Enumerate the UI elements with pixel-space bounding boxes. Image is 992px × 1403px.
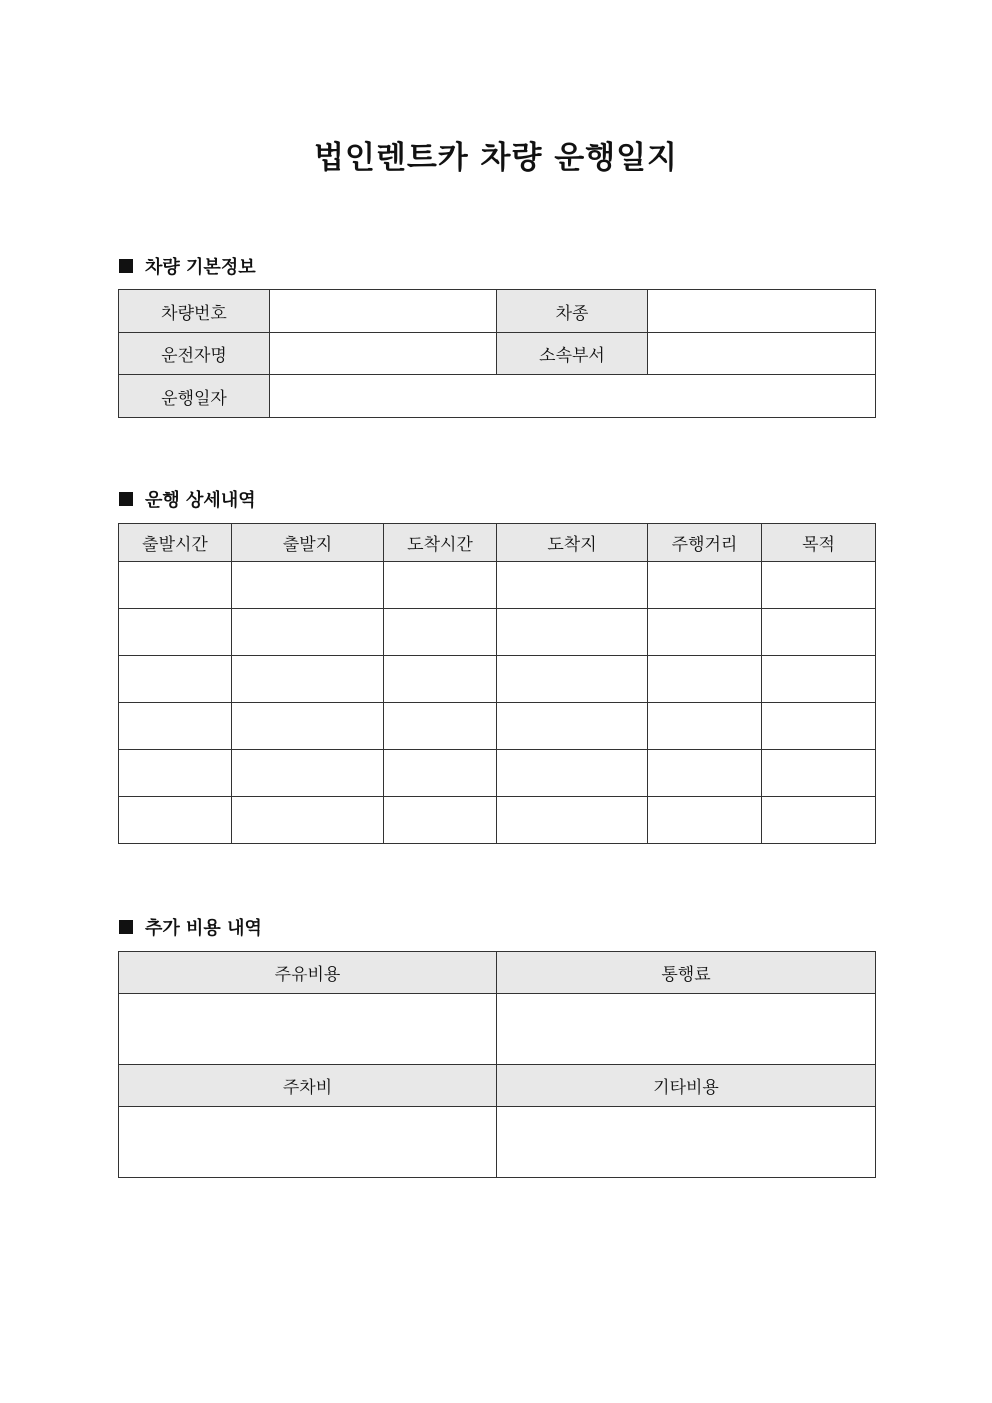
purpose-cell[interactable] — [762, 797, 876, 844]
column-header-departure-place: 출발지 — [232, 524, 384, 562]
table-row — [119, 797, 876, 844]
distance-cell[interactable] — [648, 703, 762, 750]
distance-cell[interactable] — [648, 797, 762, 844]
column-header-departure-time: 출발시간 — [119, 524, 232, 562]
distance-cell[interactable] — [648, 656, 762, 703]
purpose-cell[interactable] — [762, 750, 876, 797]
departure-time-cell[interactable] — [119, 609, 232, 656]
departure-place-cell[interactable] — [232, 703, 384, 750]
arrival-time-cell[interactable] — [384, 609, 497, 656]
arrival-place-cell[interactable] — [497, 797, 648, 844]
arrival-place-cell[interactable] — [497, 656, 648, 703]
square-bullet-icon — [119, 492, 133, 506]
fuel-cost-label: 주유비용 — [119, 952, 497, 994]
distance-cell[interactable] — [648, 609, 762, 656]
departure-place-cell[interactable] — [232, 609, 384, 656]
table-row — [119, 703, 876, 750]
parking-fee-field[interactable] — [119, 1107, 497, 1178]
table-row — [119, 562, 876, 609]
other-cost-field[interactable] — [497, 1107, 876, 1178]
departure-place-cell[interactable] — [232, 562, 384, 609]
basic-info-table — [118, 289, 876, 418]
purpose-cell[interactable] — [762, 562, 876, 609]
vehicle-number-label: 차량번호 — [119, 290, 270, 333]
arrival-time-cell[interactable] — [384, 703, 497, 750]
arrival-time-cell[interactable] — [384, 750, 497, 797]
section-heading-basic-label: 차량 기본정보 — [145, 257, 256, 278]
departure-place-cell[interactable] — [232, 750, 384, 797]
section-heading-costs — [119, 914, 262, 940]
toll-fee-field[interactable] — [497, 994, 876, 1065]
driver-name-label: 운전자명 — [119, 333, 270, 375]
table-row — [119, 656, 876, 703]
table-row — [119, 609, 876, 656]
department-field[interactable] — [648, 333, 876, 375]
department-label: 소속부서 — [497, 333, 648, 375]
table-row — [119, 750, 876, 797]
arrival-place-cell[interactable] — [497, 703, 648, 750]
purpose-cell[interactable] — [762, 656, 876, 703]
driving-date-label: 운행일자 — [119, 375, 270, 418]
square-bullet-icon — [119, 920, 133, 934]
departure-place-cell[interactable] — [232, 797, 384, 844]
column-header-arrival-place: 도착지 — [497, 524, 648, 562]
departure-time-cell[interactable] — [119, 656, 232, 703]
page-title: 법인렌트카 차량 운행일지 — [314, 140, 678, 176]
section-heading-costs-label: 추가 비용 내역 — [145, 918, 262, 939]
other-cost-label: 기타비용 — [497, 1065, 876, 1107]
departure-time-cell[interactable] — [119, 750, 232, 797]
departure-time-cell[interactable] — [119, 797, 232, 844]
vehicle-number-field[interactable] — [270, 290, 497, 333]
parking-fee-label: 주차비 — [119, 1065, 497, 1107]
column-header-distance: 주행거리 — [648, 524, 762, 562]
departure-time-cell[interactable] — [119, 562, 232, 609]
driver-name-field[interactable] — [270, 333, 497, 375]
vehicle-type-label: 차종 — [497, 290, 648, 333]
column-header-arrival-time: 도착시간 — [384, 524, 497, 562]
arrival-place-cell[interactable] — [497, 562, 648, 609]
departure-place-cell[interactable] — [232, 656, 384, 703]
arrival-time-cell[interactable] — [384, 562, 497, 609]
costs-table — [118, 951, 876, 1178]
section-heading-details — [119, 486, 256, 512]
vehicle-type-field[interactable] — [648, 290, 876, 333]
arrival-place-cell[interactable] — [497, 750, 648, 797]
driving-date-field[interactable] — [270, 375, 876, 418]
column-header-purpose: 목적 — [762, 524, 876, 562]
departure-time-cell[interactable] — [119, 703, 232, 750]
purpose-cell[interactable] — [762, 609, 876, 656]
arrival-time-cell[interactable] — [384, 797, 497, 844]
toll-fee-label: 통행료 — [497, 952, 876, 994]
square-bullet-icon — [119, 259, 133, 273]
distance-cell[interactable] — [648, 750, 762, 797]
arrival-time-cell[interactable] — [384, 656, 497, 703]
section-heading-details-label: 운행 상세내역 — [145, 490, 256, 511]
details-table — [118, 523, 876, 844]
distance-cell[interactable] — [648, 562, 762, 609]
fuel-cost-field[interactable] — [119, 994, 497, 1065]
section-heading-basic — [119, 253, 256, 279]
purpose-cell[interactable] — [762, 703, 876, 750]
arrival-place-cell[interactable] — [497, 609, 648, 656]
